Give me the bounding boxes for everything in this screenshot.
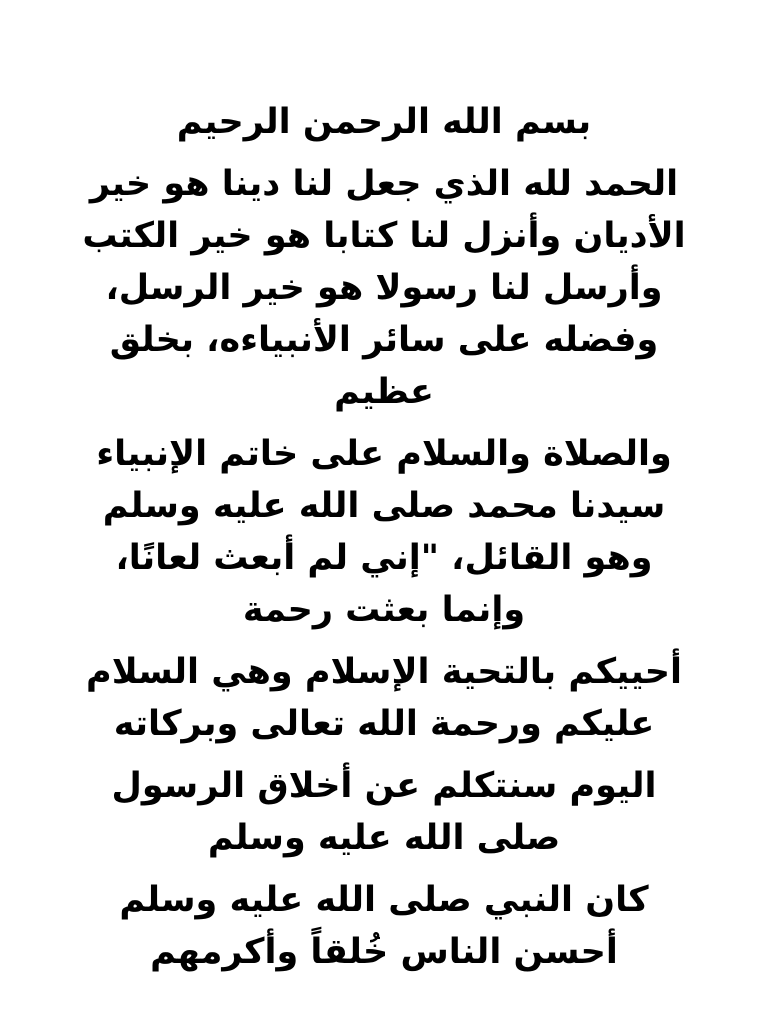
text-line: الأديان وأنزل لنا كتابا هو خير الكتب	[82, 216, 686, 256]
character-paragraph	[72, 874, 696, 978]
text-line: والصلاة والسلام على خاتم الإنبياء	[96, 434, 672, 474]
text-line: وفضله على سائر الأنبياءه، بخلق	[109, 320, 659, 360]
text-line: اليوم سنتكلم عن أخلاق الرسول	[111, 766, 657, 806]
text-line: عليكم ورحمة الله تعالى وبركاته	[113, 704, 655, 744]
text-line: سيدنا محمد صلى الله عليه وسلم	[102, 486, 666, 526]
salutation-paragraph	[72, 428, 696, 636]
text-line: الحمد لله الذي جعل لنا دينا هو خير	[89, 164, 679, 204]
text-line: أحييكم بالتحية الإسلام وهي السلام	[86, 652, 682, 692]
praise-paragraph	[72, 158, 696, 418]
text-line: أحسن الناس خُلقاً وأكرمهم	[150, 932, 618, 972]
topic-paragraph	[72, 760, 696, 864]
basmala-paragraph	[72, 96, 696, 148]
basmala-line: بسم الله الرحمن الرحيم	[176, 102, 592, 142]
text-line: صلى الله عليه وسلم	[207, 818, 561, 858]
text-line: عظيم	[334, 372, 434, 412]
greeting-paragraph	[72, 646, 696, 750]
text-line: وإنما بعثت رحمة	[242, 590, 526, 630]
text-line: كان النبي صلى الله عليه وسلم	[119, 880, 649, 920]
document-body	[72, 96, 696, 978]
text-line: وهو القائل، "إني لم أبعث لعانًا،	[115, 538, 653, 578]
text-line: وأرسل لنا رسولا هو خير الرسل،	[105, 268, 663, 308]
